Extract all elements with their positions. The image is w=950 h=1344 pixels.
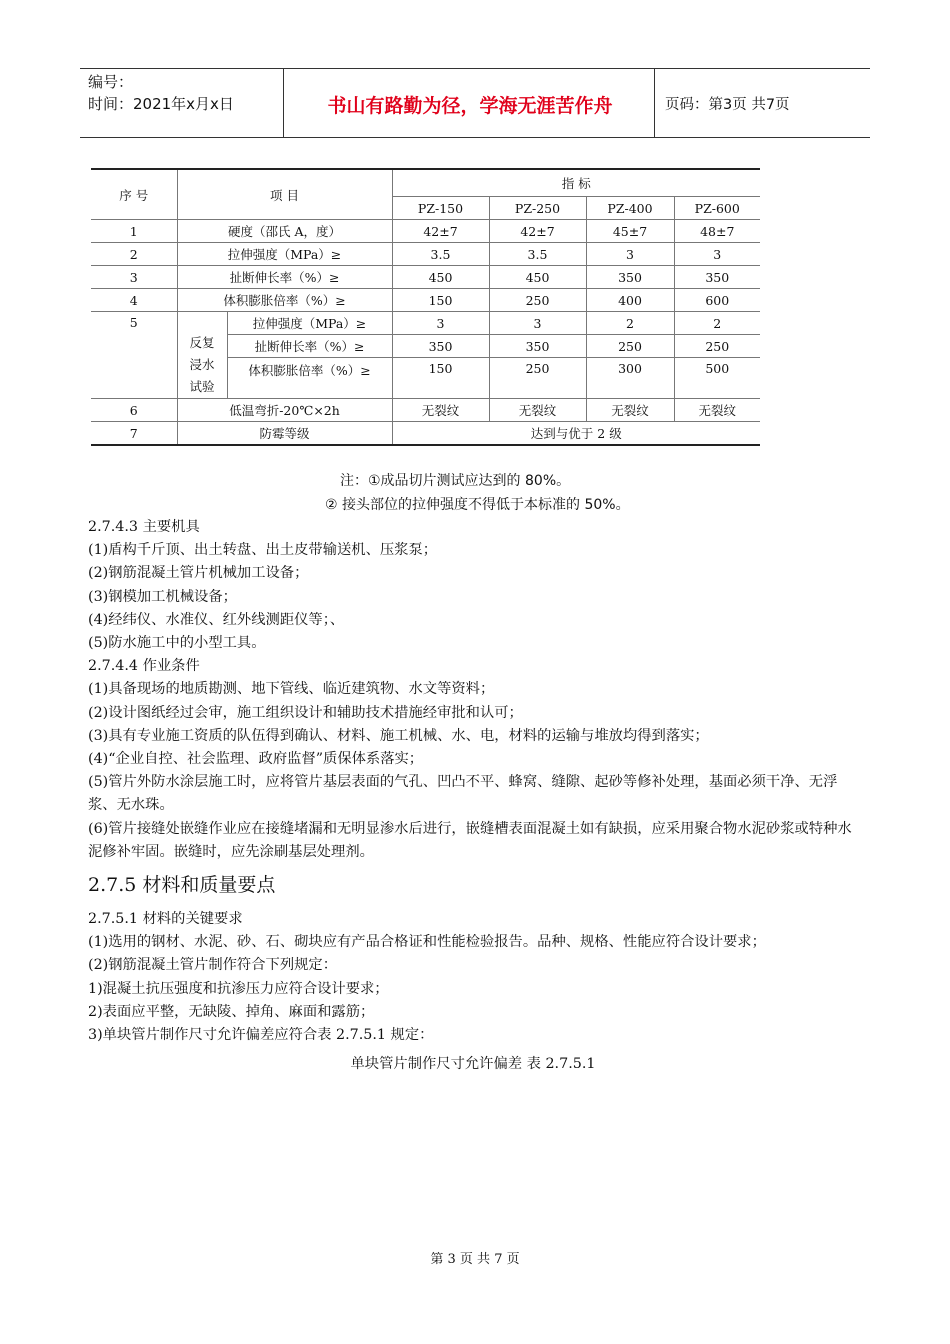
table-row xyxy=(91,312,760,335)
header-cell-grade: PZ-400 xyxy=(586,197,674,220)
cell-no: 6 xyxy=(91,399,177,422)
header-page-info: 页码：第3页 共7页 xyxy=(665,97,790,113)
list-item: (2)设计图纸经过会审，施工组织设计和辅助技术措施经审批和认可； xyxy=(88,704,523,721)
header-cell-grade: PZ-150 xyxy=(392,197,489,220)
cell-value: 3 xyxy=(392,312,489,335)
list-item: (4)经纬仪、水准仪、红外线测距仪等；、 xyxy=(88,611,345,628)
list-item: (5)管片外防水涂层施工时，应将管片基层表面的气孔、凹凸不平、蜂窝、缝隙、起砂等修补处理，基面必须干净、无浮浆、无水珠。 xyxy=(88,774,838,814)
cell-no: 3 xyxy=(91,266,177,289)
cell-item: 拉伸强度（MPa）≥ xyxy=(177,243,392,266)
section-heading-2744: 2.7.4.4 作业条件 xyxy=(88,658,200,675)
page-header xyxy=(80,68,870,138)
table-row xyxy=(91,289,760,312)
cell-no: 4 xyxy=(91,289,177,312)
header-cell-item: 项 目 xyxy=(177,169,392,220)
cell-item: 扯断伸长率（%）≥ xyxy=(177,266,392,289)
cell-value: 250 xyxy=(489,289,586,312)
cell-value: 达到与优于 2 级 xyxy=(392,422,760,446)
cell-item: 扯断伸长率（%）≥ xyxy=(227,335,392,358)
cell-value: 48±7 xyxy=(674,220,760,243)
table-row xyxy=(91,422,760,446)
group-label-line: 试验 xyxy=(189,379,215,394)
cell-value: 3 xyxy=(489,312,586,335)
header-left xyxy=(88,71,282,115)
cell-item: 硬度（邵氏 A，度） xyxy=(177,220,392,243)
cell-no: 7 xyxy=(91,422,177,446)
header-divider xyxy=(283,69,284,137)
cell-value: 无裂纹 xyxy=(392,399,489,422)
section-heading-2743: 2.7.4.3 主要机具 xyxy=(88,519,200,535)
cell-value: 250 xyxy=(674,335,760,358)
cell-value: 350 xyxy=(489,335,586,358)
cell-value: 450 xyxy=(392,266,489,289)
list-item: 3)单块管片制作尺寸允许偏差应符合表 2.7.5.1 规定： xyxy=(88,1027,434,1044)
header-motto: 书山有路勤为径，学海无涯苦作舟 xyxy=(327,95,613,117)
cell-item: 体积膨胀倍率（%）≥ xyxy=(177,289,392,312)
group-label-line: 反复 xyxy=(189,335,215,350)
cell-value: 无裂纹 xyxy=(489,399,586,422)
document-number-label: 编号： xyxy=(88,73,134,91)
cell-value: 2 xyxy=(674,312,760,335)
cell-value: 450 xyxy=(489,266,586,289)
cell-value: 400 xyxy=(586,289,674,312)
cell-value: 42±7 xyxy=(489,220,586,243)
cell-no: 2 xyxy=(91,243,177,266)
cell-value: 300 xyxy=(586,358,674,399)
cell-value: 3.5 xyxy=(392,243,489,266)
cell-value: 150 xyxy=(392,358,489,399)
list-item: (1)盾构千斤顶、出土转盘、出土皮带输送机、压浆泵； xyxy=(88,542,438,559)
header-cell-no: 序 号 xyxy=(91,169,177,220)
cell-value: 250 xyxy=(586,335,674,358)
group-label-line: 浸水 xyxy=(189,357,215,372)
list-item: (4)“企业自控、社会监理、政府监督”质保体系落实； xyxy=(88,751,424,768)
list-item: 1)混凝土抗压强度和抗渗压力应符合设计要求； xyxy=(88,980,389,997)
header-cell-grade: PZ-250 xyxy=(489,197,586,220)
cell-value: 3.5 xyxy=(489,243,586,266)
cell-no: 1 xyxy=(91,220,177,243)
table-caption: 单块管片制作尺寸允许偏差 表 2.7.5.1 xyxy=(350,1056,596,1073)
cell-item: 拉伸强度（MPa）≥ xyxy=(227,312,392,335)
list-item: (1)选用的钢材、水泥、砂、石、砌块应有产品合格证和性能检验报告。品种、规格、性能应符合设计要求； xyxy=(88,934,766,951)
cell-value: 无裂纹 xyxy=(674,399,760,422)
list-item: (2)钢筋混凝土管片机械加工设备； xyxy=(88,565,309,582)
cell-item: 体积膨胀倍率（%）≥ xyxy=(227,358,392,399)
cell-value: 600 xyxy=(674,289,760,312)
cell-value: 3 xyxy=(674,243,760,266)
cell-value: 500 xyxy=(674,358,760,399)
header-cell-grade: PZ-600 xyxy=(674,197,760,220)
table-note-2: ② 接头部位的拉伸强度不得低于本标准的 50%。 xyxy=(325,497,630,513)
cell-value: 250 xyxy=(489,358,586,399)
cell-value: 150 xyxy=(392,289,489,312)
table-header-row xyxy=(91,169,760,197)
cell-no: 5 xyxy=(91,312,177,399)
cell-value: 45±7 xyxy=(586,220,674,243)
table-row xyxy=(91,220,760,243)
cell-value: 42±7 xyxy=(392,220,489,243)
section-heading-275: 2.7.5 材料和质量要点 xyxy=(88,874,276,897)
section-heading-2751: 2.7.5.1 材料的关键要求 xyxy=(88,911,243,928)
cell-value: 350 xyxy=(674,266,760,289)
cell-value: 无裂纹 xyxy=(586,399,674,422)
list-item: (3)钢模加工机械设备； xyxy=(88,588,237,605)
list-item: (5)防水施工中的小型工具。 xyxy=(88,635,266,652)
cell-value: 350 xyxy=(586,266,674,289)
list-item: (6)管片接缝处嵌缝作业应在接缝堵漏和无明显渗水后进行，嵌缝槽表面混凝土如有缺损，应采用聚合物水泥砂浆或特种水泥修补牢固。嵌缝时，应先涂刷基层处理剂。 xyxy=(88,820,852,860)
cell-value: 3 xyxy=(586,243,674,266)
list-item: (3)具有专业施工资质的队伍得到确认、材料、施工机械、水、电，材料的运输与堆放均得到落实； xyxy=(88,727,709,744)
document-body xyxy=(88,516,858,1076)
list-item: (1)具备现场的地质勘测、地下管线、临近建筑物、水文等资料； xyxy=(88,681,495,698)
table-row xyxy=(91,243,760,266)
table-row xyxy=(91,399,760,422)
header-cell-index: 指 标 xyxy=(392,169,760,197)
list-item: 2)表面应平整，无缺陵、掉角、麻面和露筋； xyxy=(88,1003,375,1020)
document-time-label: 时间：2021年x月x日 xyxy=(88,95,234,113)
cell-item: 防霉等级 xyxy=(177,422,392,446)
list-item: (2)钢筋混凝土管片制作符合下列规定： xyxy=(88,957,337,974)
cell-value: 350 xyxy=(392,335,489,358)
table-row xyxy=(91,266,760,289)
page-footer: 第 3 页 共 7 页 xyxy=(430,1252,520,1267)
spec-table xyxy=(91,168,760,446)
cell-group-label xyxy=(177,312,227,399)
table-note-1: 注：①成品切片测试应达到的 80%。 xyxy=(340,473,571,489)
cell-value: 2 xyxy=(586,312,674,335)
cell-item: 低温弯折-20℃×2h xyxy=(177,399,392,422)
header-divider xyxy=(654,69,655,137)
